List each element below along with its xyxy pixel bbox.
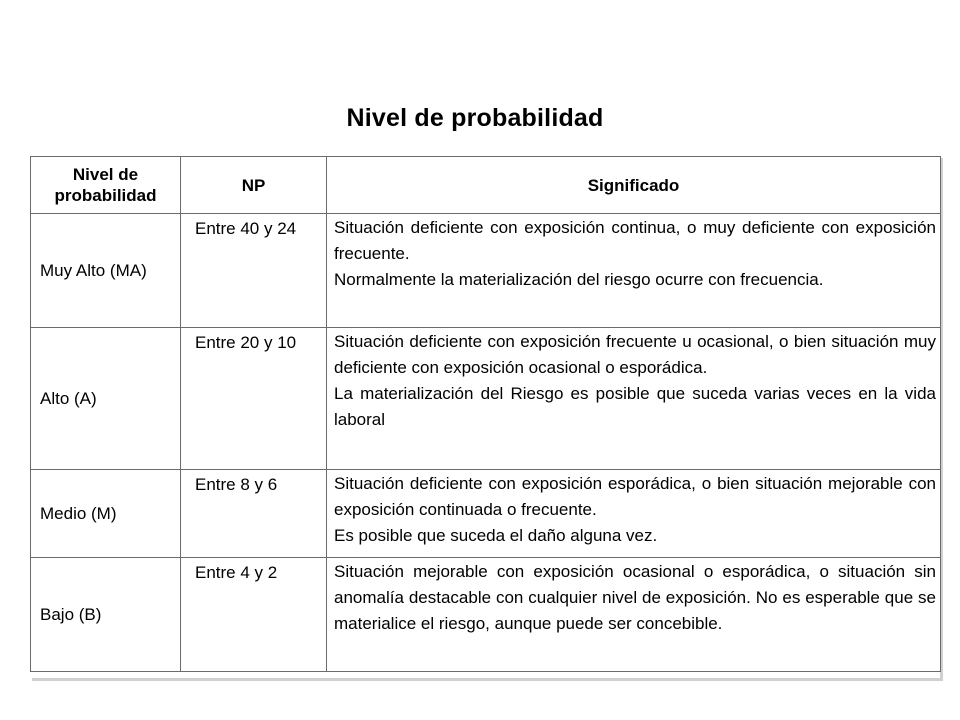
table-row-bajo [31, 558, 941, 672]
meaning-paragraph: Situación deficiente con exposición continua, o muy deficiente con exposición frecuente. [334, 218, 936, 263]
meaning-paragraph: Situación deficiente con exposición esporádica, o bien situación mejorable con exposición continuada o frecuente. [334, 474, 936, 519]
np-cell: Entre 20 y 10 [181, 328, 327, 470]
table-row-medio [31, 470, 941, 558]
table-shadow-bottom [32, 678, 943, 681]
probability-table [30, 156, 941, 672]
level-cell: Medio (M) [31, 470, 181, 558]
meaning-paragraph: La materialización del Riesgo es posible que suceda varias veces en la vida laboral [334, 384, 936, 429]
header-np: NP [181, 157, 327, 214]
level-cell: Bajo (B) [31, 558, 181, 672]
level-cell: Muy Alto (MA) [31, 214, 181, 328]
table-header-row [31, 157, 941, 214]
meaning-paragraph: Es posible que suceda el daño alguna vez. [334, 526, 658, 545]
meaning-paragraph: Situación mejorable con exposición ocasional o esporádica, o situación sin anomalía destacable con cualquier nivel de exposición. No es esperable que se materialice el riesgo, aunque puede ser concebible. [334, 562, 936, 633]
meaning-cell [327, 558, 941, 672]
np-cell: Entre 8 y 6 [181, 470, 327, 558]
meaning-cell [327, 470, 941, 558]
np-cell: Entre 4 y 2 [181, 558, 327, 672]
level-cell: Alto (A) [31, 328, 181, 470]
page-title: Nivel de probabilidad [346, 104, 604, 132]
table-row-alto [31, 328, 941, 470]
meaning-paragraph: Situación deficiente con exposición frecuente u ocasional, o bien situación muy deficiente con exposición ocasional o esporádica. [334, 332, 936, 377]
table-row-muy-alto [31, 214, 941, 328]
np-cell: Entre 40 y 24 [181, 214, 327, 328]
meaning-cell [327, 328, 941, 470]
meaning-cell [327, 214, 941, 328]
meaning-paragraph: Normalmente la materialización del riesgo ocurre con frecuencia. [334, 270, 824, 289]
header-meaning: Significado [327, 157, 941, 214]
header-level: Nivel de probabilidad [31, 157, 181, 214]
